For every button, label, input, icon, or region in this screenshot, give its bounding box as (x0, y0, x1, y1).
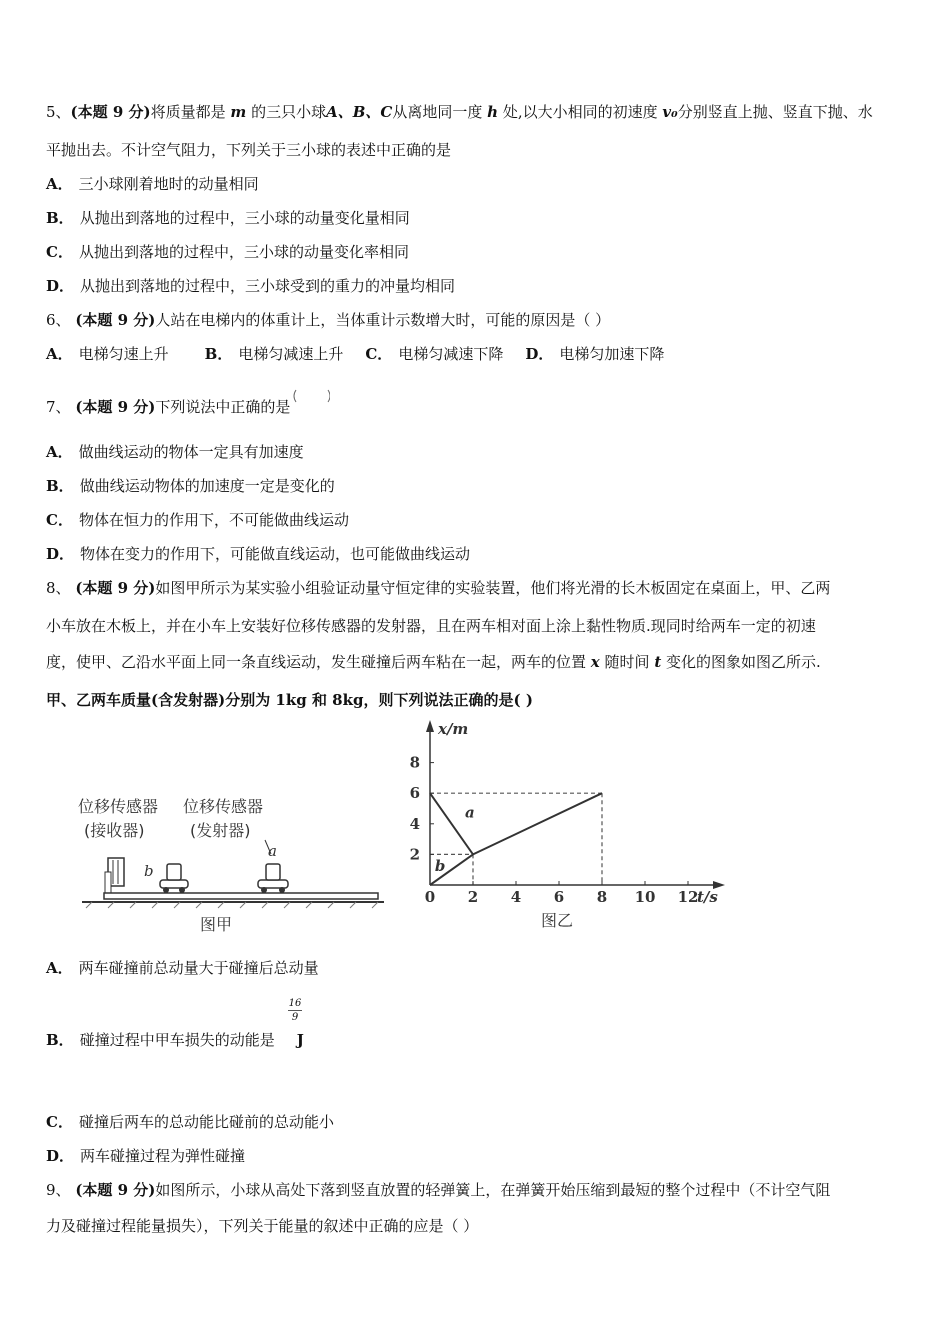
option-text: 物体在恒力的作用下，不可能做曲线运动 (78, 511, 349, 529)
q5-text: 将质量都是 (150, 103, 226, 121)
q6-option-c (365, 344, 503, 364)
q7-stem (46, 392, 330, 417)
parentheses-image (290, 388, 330, 408)
q5-var-abc: A、B、C (326, 103, 393, 121)
option-text: 做曲线运动物体的加速度一定是变化的 (79, 477, 335, 495)
option-letter: A． (46, 345, 73, 363)
q8-text: 变化的图象如图乙所示. (666, 653, 821, 671)
x-tick-label: 2 (467, 888, 479, 906)
q5-option-d (46, 276, 455, 296)
x-tick-label: 12 (677, 888, 699, 906)
q8-option-d (46, 1146, 245, 1166)
x-tick-label: 10 (634, 888, 656, 906)
option-letter: C． (46, 1113, 73, 1131)
q8-text: 如图甲所示为某实验小组验证动量守恒定律的实验装置，他们将光滑的长木板固定在桌面上，甲、乙两 (155, 579, 831, 597)
series-label-a: a (465, 803, 475, 822)
q6-option-b (205, 344, 344, 364)
q5-option-c (46, 242, 409, 262)
option-text: 从抛出到落地的过程中，三小球的动量变化率相同 (78, 243, 409, 261)
q9-line1 (46, 1180, 830, 1200)
q7-number: 7、 (46, 398, 71, 416)
option-letter: B． (46, 1031, 74, 1049)
q8-option-b (46, 1030, 304, 1050)
receiver-device (105, 858, 124, 894)
y-tick-label: 2 (409, 845, 420, 864)
q6-option-a (46, 344, 169, 364)
option-text: 碰撞后两车的总动能比碰前的总动能小 (78, 1113, 334, 1131)
option-text: 两车碰撞过程为弹性碰撞 (80, 1147, 246, 1165)
q7-option-a (46, 442, 304, 462)
q7-tag: (本题 9 分) (75, 398, 156, 416)
fraction-denominator: 9 (291, 1012, 299, 1023)
fraction-bar (288, 1010, 302, 1011)
option-text: 物体在变力的作用下，可能做直线运动，也可能做曲线运动 (80, 545, 471, 563)
q5-var-m: m (230, 103, 247, 121)
option-letter: C． (46, 243, 73, 261)
x-tick-label: 4 (510, 888, 522, 906)
option-letter: B． (46, 209, 74, 227)
option-letter: D． (46, 1147, 75, 1165)
emitter-label-2: (发射器) (190, 821, 251, 840)
q5-text: 从离地同一度 (392, 103, 483, 121)
q8-line1 (46, 578, 830, 598)
q5-number: 5、 (46, 103, 71, 121)
fraction-numerator: 16 (288, 998, 302, 1009)
figure-yi-caption: 图乙 (541, 911, 574, 930)
q7-option-d (46, 544, 470, 564)
cart-b-label: b (144, 862, 154, 880)
option-text: 电梯匀减速上升 (238, 345, 344, 363)
q5-text: 的三只小球 (251, 103, 327, 121)
option-letter: B． (46, 477, 74, 495)
receiver-label-2: (接收器) (84, 821, 145, 840)
q9-text: 如图所示，小球从高处下落到竖直放置的轻弹簧上，在弹簧开始压缩到最短的整个过程中（不计空气阻 (155, 1181, 831, 1199)
q8-text: 度，使甲、乙沿水平面上同一条直线运动，发生碰撞后两车粘在一起，两车的位置 (46, 653, 587, 671)
x-axis-label: t/s (697, 888, 718, 906)
q8-option-c (46, 1112, 334, 1132)
q5-option-b (46, 208, 410, 228)
option-letter: D． (46, 545, 75, 563)
q5-line2: 平抛出去。不计空气阻力，下列关于三小球的表述中正确的是 (46, 141, 452, 159)
option-text: 电梯匀加速下降 (559, 345, 665, 363)
x-tick-label: 0 (424, 888, 436, 906)
option-text: 三小球刚着地时的动量相同 (78, 175, 259, 193)
receiver-label-1: 位移传感器 (78, 797, 159, 816)
q8-text: 随时间 (604, 653, 650, 671)
q5-text: 分别竖直上抛、竖直下抛、水 (677, 103, 873, 121)
x-tick-label: 8 (596, 888, 608, 906)
q8-line3 (46, 652, 821, 672)
q5-var-h: h (487, 103, 499, 121)
q8-line2: 小车放在木板上，并在小车上安装好位移传感器的发射器，且在两车相对面上涂上黏性物质.现同时给两车一定的初速 (46, 617, 816, 635)
cart-b (160, 864, 188, 893)
option-letter: C． (365, 345, 393, 363)
q8-var-t: t (654, 653, 662, 671)
q6-stem (46, 310, 610, 330)
emitter-label-1: 位移传感器 (183, 797, 264, 816)
option-letter: A． (46, 175, 73, 193)
option-text: 电梯匀速上升 (78, 345, 169, 363)
q5-option-a (46, 174, 259, 194)
q8-number: 8、 (46, 579, 71, 597)
option-letter: D． (46, 277, 75, 295)
q8-tag: (本题 9 分) (75, 579, 156, 597)
y-axis-label: x/m (438, 720, 469, 738)
long-board (104, 893, 378, 899)
option-letter: A． (46, 959, 73, 977)
option-text: 从抛出到落地的过程中，三小球的动量变化量相同 (79, 209, 410, 227)
q9-line2: 力及碰撞过程能量损失），下列关于能量的叙述中正确的应是（ ） (46, 1217, 479, 1235)
fraction-16-9 (288, 998, 302, 1023)
q6-text: 人站在电梯内的体重计上，当体重计示数增大时，可能的原因是（ ） (155, 311, 611, 329)
series-line-a (430, 793, 602, 854)
q7-option-b (46, 476, 335, 496)
x-tick-label: 6 (553, 888, 565, 906)
q5-text: 处,以大小相同的初速度 (502, 103, 658, 121)
q9-tag: (本题 9 分) (75, 1181, 156, 1199)
option-letter: A． (46, 443, 73, 461)
option-text: 电梯匀减速下降 (398, 345, 504, 363)
y-tick-label: 6 (409, 784, 420, 803)
option-text: 碰撞过程中甲车损失的动能是 (79, 1031, 275, 1049)
option-letter: C． (46, 511, 73, 529)
figure-yi-chart (395, 712, 735, 940)
q6-number: 6、 (46, 311, 71, 329)
q7-option-c (46, 510, 349, 530)
option-text: 两车碰撞前总动量大于碰撞后总动量 (78, 959, 319, 977)
q5-line1 (46, 102, 873, 122)
q9-number: 9、 (46, 1181, 71, 1199)
q8-var-x: x (590, 653, 600, 671)
option-text: 做曲线运动的物体一定具有加速度 (78, 443, 304, 461)
q5-tag: (本题 9 分) (70, 103, 151, 121)
cart-a-label: a (268, 842, 277, 860)
unit-j: J (296, 1031, 304, 1049)
y-tick-label: 8 (409, 753, 420, 772)
cart-a (258, 864, 288, 893)
y-tick-label: 4 (409, 814, 420, 833)
figure-jia-caption: 图甲 (200, 915, 233, 934)
q5-var-v0: v₀ (662, 103, 678, 121)
figure-jia-apparatus (78, 790, 388, 940)
option-text: 从抛出到落地的过程中，三小球受到的重力的冲量均相同 (80, 277, 456, 295)
q7-text: 下列说法中正确的是 (155, 398, 291, 416)
y-axis-arrow (426, 720, 434, 732)
option-letter: B． (204, 345, 233, 363)
option-letter: D． (525, 345, 554, 363)
series-label-b: b (434, 857, 446, 876)
q6-tag: (本题 9 分) (75, 311, 156, 329)
q6-options (46, 344, 686, 364)
q8-option-a (46, 958, 319, 978)
q8-line4: 甲、乙两车质量(含发射器)分别为 1kg 和 8kg，则下列说法正确的是( ) (46, 691, 533, 709)
q6-option-d (525, 344, 664, 364)
